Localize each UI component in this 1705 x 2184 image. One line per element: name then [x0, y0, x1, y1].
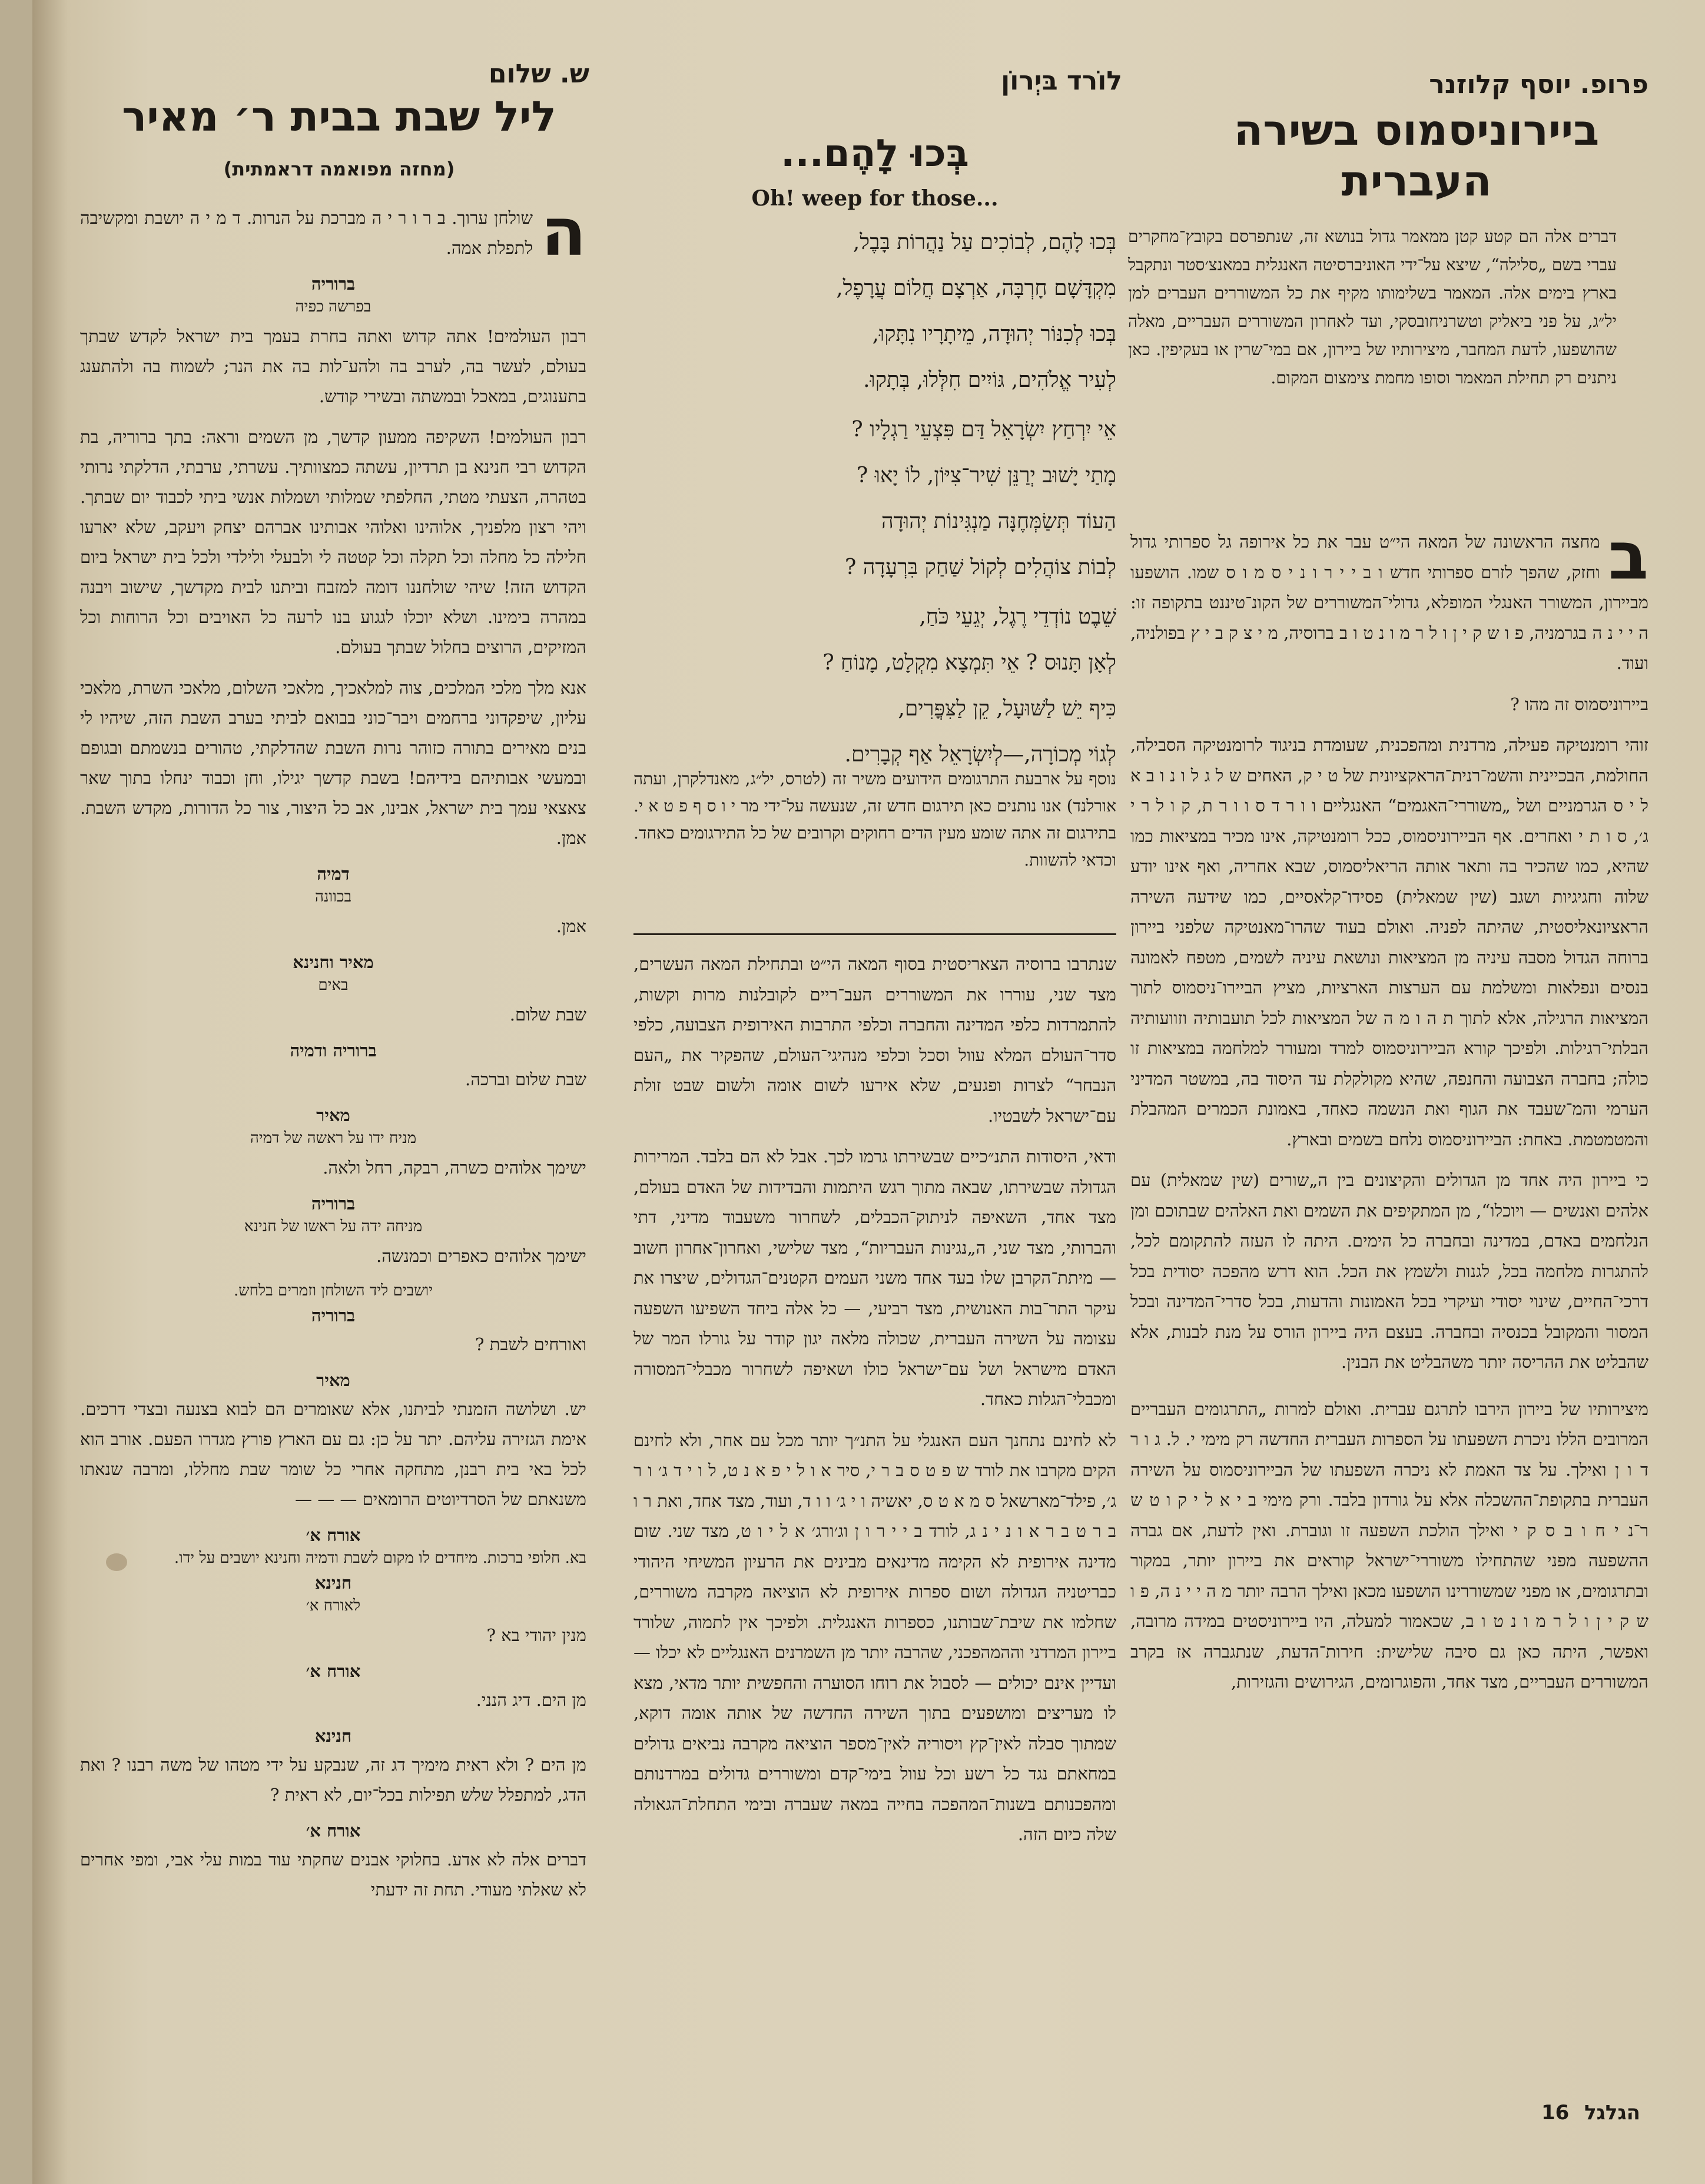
drama — [80, 194, 586, 1915]
stage-direction: מניח ידו על ראשה של דמיה — [250, 1129, 417, 1147]
stage-direction: מניחה ידה על ראשו של חנינא — [244, 1218, 423, 1235]
poem-line: בְּכוּ לְכִנּוֹר יְהוּדָה, מֵיתָרָיו נִתָּקוּ, — [872, 322, 1116, 346]
speaker-name: חנינא — [314, 1573, 352, 1593]
poem-line: אֵי יִרְחַץ יִשְׂרָאֵל דַּם פִּצְעֵי רַגְלָיו ? — [851, 417, 1116, 442]
poem-line: בְּכוּ לָהֶם, לְבוֹכִים עַל נַהֲרוֹת בָּבֶל, — [852, 230, 1116, 254]
stage-direction: לאורח א׳ — [306, 1597, 361, 1615]
left-byline: ש. שלום — [488, 59, 589, 89]
left-subtitle: (מחזה מפואמה דראמתית) — [223, 158, 455, 180]
poem-stanza-2 — [633, 416, 1116, 582]
middle-paragraph-1: שנתרבו ברוסיה הצאריסטית בסוף המאה הי״ט ובתחילת המאה העשרים, מצד שני, עוררו את המשוררים העב־ריים לקובלנות מרות וקשות, להתמרדות כלפי המדינה והחברה וכלפי התרבות האירופית הצבועה, כלפי סדר־העולם המלא עוול וסכל וכלפי מנהיגי־העולם, שהפקיר את „העם הנבחר“ לצרות ופגעים, שלא אירעו לשום אומה ולשום שבט זולת עם־ישראל לשבטיו. — [633, 954, 1116, 1126]
stage-direction: בכוונה — [315, 888, 351, 906]
right-paragraph-1: ב מחצה הראשונה של המאה הי״ט עבר את כל אירופה גל ספרותי גדול וחזק, שהפך לזרם ספרותי חדש ו ב י י ר ו נ י ס מ ו ס שמו. הושפעו מביירון, המשורר האנגלי המופלא, גדולי־המשוררים של הקונ־טיננט בתקופה זו: ה י י נ ה בגרמניה, פ ו ש ק י ן ו ל ר מ ו נ ט ו ב ברוסיה, מ י צ ק ב י ץ בפולניה, ועוד. — [1130, 518, 1648, 673]
poem-line: לְאָן תָּנוּס ? אֵי תִּמְצָא מִקְלָט, מָנוֹחַ ? — [822, 651, 1116, 675]
dialogue-line: ואורחים לשבת ? — [475, 1334, 586, 1354]
speaker-name: מאיר — [316, 1370, 350, 1390]
middle-note — [633, 765, 1116, 884]
speaker-name: אורח א׳ — [306, 1821, 361, 1841]
right-paragraph-5: מיצירותיו של ביירון הירבו לתרגם עברית. ואולם למרות „התרגומים העבריים המרובים הללו ניכרת השפעתו על הספרות העברית החדשה רק מימי י. ל. ג ו ר ד ו ן ואילך. על צד האמת לא ניכרה השפעתו של הביירוניסמוס על השירה העברית בתקופת־ההשכלה אלא על גורדון בלבד. ורק מימי ב י א ל י ק ו ט ש ר־נ י ח ו ב ס ק י ואילך הולכת השפעה זו וגוברת. ואין לדעת, אם גברה ההשפעה מפני שהתחילו משוררי־ישראל קוראים את ביירון יותר, במקור ובתרגומים, או מפני שמשוררינו הושפעו מכאן ואילך הרבה יותר מ ה י י נ ה, פ ו ש ק י ן ו ל ר מ ו נ ט ו ב, שכאמור למעלה, היו ביירוניסטים במידה מרובה, ואפשר, היתה כאן גם סיבה שלישית: חירות־הדעת, שנתגברה אז בקרב המשוררים העבריים, מצד אחד, והפוגרומים, הגירושים והגזירות, — [1130, 1398, 1648, 1692]
translation-note: נוסף על ארבעת התרגומים הידועים משיר זה (לטרס, יל״ג, מאנדלקרן, ועתה אורלנד) אנו נותנים כאן תירגום חדש זה, שנעשה על־ידי מר י ו ס ף פ ט א י. בתירגום זה אתה שומע מעין הדים רחוקים וקרובים של כל התירגומים כאחד. וכדאי להשוות. — [633, 769, 1116, 870]
poem — [633, 228, 1116, 790]
stage-direction: באים — [318, 976, 349, 994]
dialogue-line: רבון העולמים! אתה קדוש ואתה בחרת בעמך בית ישראל לקדש שבתך בעולם, לעשר בה, לערב בה ולהע־לות בה את הנר; לשמוח בה ולהתענג בתענוגים, במאכל ובמשתה ובשירי קודש. — [80, 326, 586, 406]
middle-subtitle: Oh! weep for those... — [751, 186, 999, 211]
poem-line: הַעוֹד תְּשַׂמְּחֶנָּה מַנְגִּינוֹת יְהוּדָה — [881, 509, 1116, 533]
poem-line: שֵׁבֶט נוֹדְדֵי רֶגֶל, יְגֵעֵי כֹּחַ, — [919, 605, 1116, 629]
poem-line: לְעִיר אֱלֹהִים, גּוֹיִים חִלְּלוּ, בְּתָקוּ. — [863, 368, 1116, 392]
dialogue-line: מן הים ? ולא ראית מימיך דג זה, שנבקע על ידי מטהו של משה רבנו ? ואת הדג, למתפלל שלש תפילות בכל־יום, לא ראית ? — [80, 1755, 586, 1805]
dialogue-line: אנא מלך מלכי המלכים, צוה למלאכיך, מלאכי השלום, מלאכי השרת, מלאכי עליון, שיפקדוני ברחמים ויבר־כוני בבואם לביתי בערב השבת הזה, שיהיו לי בנים מאירים בתורה כזוהר נרות השבת שהדלקתי, טהורים בנשמתם ובגופם ובמעשי אבותיהם בידיהם! בשבת קדשך יגילו, וחן וכבוד ינחלו בתוך שאר צאצאי עמך בית ישראל, אבינו, אב כל היצור, צור כל הדורות, מקדש השבת. אמן. — [80, 678, 586, 848]
stage-direction: יושבים ליד השולחן וזמרים בלחש. — [233, 1282, 433, 1300]
right-intro — [1128, 223, 1617, 403]
opening-direction: ה שולחן ערוך. ב ר ו ר י ה מברכת על הנרות. ד מ י ה יושבת ומקשיבה לתפלת אמה. — [80, 194, 586, 271]
speaker-name: ברוריה — [311, 274, 356, 294]
middle-title: בְּכוּ לָהֶם... — [781, 132, 969, 175]
dialogue-line: שבת שלום וברכה. — [465, 1069, 586, 1089]
middle-byline: לוֹרד בּיְרוֹן — [1001, 66, 1122, 96]
speaker-name: ברוריה — [311, 1305, 356, 1325]
dialogue-line: רבון העולמים! השקיפה ממעון קדשך, מן השמים וראה: בתך ברוריה, בת הקדוש רבי חנינא בן תרדיון, עשתה כמצוותיך. עשרתי, ערבתי, הדלקתי נרותי בטהרה, הצעתי מטתי, החלפתי שמלותי ושמלות אנשי ביתי לכבוד יום שבתך. ויהי רצון מלפניך, אלוהינו ואלוהי אבותינו אברהם יצחק ויעקב, שלא יארעו חלילה כל מחלה וכל תקלה וכל קטטה לי ולבעלי ולילדי ולכל בית ישראל ביום הקדוש הזה! שיהי שולחננו דומה למזבח וביתנו לבית מקדשך, שישוב ויבנה במהרה בימינו. ושלא יוכלו לגגוע בנו לרעה כל האויבים וכל הרוחות וכל המזיקים, הרוצים בחלול שבתך בעולם. — [80, 427, 586, 657]
poem-line: לְגוֹי מְכוֹרָה,—לְיִשְׂרָאֵל אַף קְבָרִים. — [844, 743, 1116, 767]
speaker-name: אורח א׳ — [306, 1525, 361, 1545]
poem-stanza-3 — [633, 603, 1116, 769]
stage-direction: בפרשה כפיה — [295, 298, 371, 316]
speaker-name: ברוריה — [311, 1194, 356, 1214]
speaker-name: חנינא — [314, 1726, 352, 1746]
poem-line: מָתַי יָשׁוּב יְרַנֵּן שִׁיר־צִיּוֹן, לוֹ יָאוּ ? — [856, 463, 1116, 488]
dialogue-line: מנין יהודי בא ? — [486, 1625, 586, 1645]
speaker-name: מאיר — [316, 1105, 350, 1125]
middle-paragraph-3: לא לחינם נתחנך העם האנגלי על התנ״ך יותר מכל עם אחר, ולא לחינם הקים מקרבו את לורד ש פ ט ס ב ר י, סיר א ו ל י פ א נ ט, ל ו י ד ג׳ ו ר ג׳, פילד־מארשאל ס מ א ט ס, יאשיה ו י ג׳ ו ו ד, ועוד, מצד אחד, ואת ר ו ב ר ט ב ר א ו נ י נ ג, לורד ב י י ר ו ן וג׳ורג׳ א ל י ו ט, מצד שני. שום מדינה אירופית לא הקימה מדינאים מבינים את הרעיון המשיחי היהודי כבריטניה הגדולה ושום ספרות אירופית לא הוציאה מקרבה משוררים, שחלמו את שיבת־שבותנו, כספרות האנגלית. ולפיכך אין לתמוה, שלורד ביירון המרדני וההמהפכני, שהרבה יותר מן השמרנים האנגליים לא יכלו — ועדיין אינם יכולים — לסבול את רוחו הסוערה והחפשית יותר מדאי, מצא לו מעריצים ומושפעים בתוך השירה החדשה של אותה אומה דוקא, שמתוך סבלה לאין־קץ ויסוריה לאין־מספר הוציאה מקרבה נביאים גדולים במחאתם נגד כל רשע וכל עוול בימי־קדם ומשוררים גדולים במרדנותם ומהפכנותם בשנות־המהפכה בחייה במאה שעברה ובימי התחלת־הגאולה שלה כיום הזה. — [633, 1430, 1116, 1844]
middle-body — [633, 949, 1116, 1861]
right-dropcap: ב — [1608, 518, 1648, 595]
dialogue-line: ישימך אלוהים כאפרים וכמנשה. — [376, 1246, 586, 1266]
dialogue-line: מן הים. דיג הנני. — [476, 1690, 586, 1710]
poem-stanza-1 — [633, 228, 1116, 395]
poem-line: כִּיף יֵשׁ לַשּׁוּעָל, קֵן לַצִּפֳּרִים, — [898, 697, 1116, 721]
right-body — [1130, 518, 1648, 1708]
poem-line: מִקְדָּשָׁם חָרְבָּה, אַרְצָם חֲלוֹם עֲרָפֶל, — [836, 276, 1116, 300]
right-intro-text: דברים אלה הם קטע קטן ממאמר גדול בנושא זה, שנתפרסם בקובץ־מחקרים עברי בשם „סלילה“, שיצא על־ידי האוניברסיטה האנגלית במאנצ׳סטר ונתקבל בארץ בימים אלה. המאמר בשלימותו מקיף את כל המשוררים העברים למן יל״ג, על פני ביאליק וטשרניחובסקי, ועד לאחרון המשוררים העבריים, מאלה שהושפעו, לדעת המחבר, מיצירותיו של ביירון, אם במי־שרין או בעקיפין. כאן ניתנים רק תחילת המאמר וסופו מחמת צימצום המקום. — [1128, 227, 1617, 387]
magazine-name: הגלגל — [1584, 2101, 1640, 2125]
left-title: ליל שבת בבית ר׳ מאיר — [122, 92, 556, 141]
dialogue-line: יש. ושלושה הזמנתי לביתנו, אלא שאומרים הם לבוא בצנעה ובצדי דרכים. אימת הגזירה עליהם. יתר על כן: גם עם הארץ פורץ מגדרו הפעם. אורב הוא לכל באי בית רבנן, מתחקה אחרי כל שומר שבת מחללו, ומרבה שנאתו משנאתם של הסרדיוטים הרומאים — — — — [80, 1399, 586, 1509]
right-title-line1: ביירוניסמוס בשירה — [1233, 105, 1600, 155]
left-dropcap: ה — [541, 194, 586, 271]
middle-divider — [633, 933, 1116, 935]
speaker-name: מאיר וחנינא — [293, 952, 374, 972]
stage-direction: בא. חלופי ברכות. מיחדים לו מקום לשבת ודמיה וחנינא יושבים על ידו. — [174, 1549, 586, 1567]
dialogue-line: שבת שלום. — [509, 1005, 586, 1025]
speaker-name: דמיה — [317, 864, 350, 884]
right-byline: פרופ. יוסף קלוזנר — [1429, 69, 1648, 100]
right-title-line2: העברית — [1341, 156, 1492, 206]
magazine-footer — [1541, 2101, 1640, 2125]
poem-line: לְבוֹת צוֹהֲלִים לְקוֹל שַׁחַק בִּרְעָדָה ? — [844, 555, 1116, 579]
page-number: 16 — [1541, 2101, 1570, 2125]
speaker-name: אורח א׳ — [306, 1661, 361, 1681]
dialogue-line: ישימך אלוהים כשרה, רבקה, רחל ולאה. — [323, 1158, 586, 1178]
dialogue-line: אמן. — [556, 916, 586, 936]
right-paragraph-3: זוהי רומנטיקה פעילה, מרדנית ומהפכנית, שעומדת בניגוד לרומנטיקה הסבילה, החולמת, הבכיינית והשמ־רנית־הראקציונית של ט י ק, האחים ש ל ג ל ו נ ו ב א ל י ס הגרמניים ושל „משוררי־האגמים“ האנגליים ו ו ר ד ס ו ו ר ת, ק ו ל ר י ג׳, ס ו ת י ואחרים. אף הביירוניסמוס, ככל רומנטיקה, אינו מכיר במציאות כמו שהיא, כמו שהכיר בה ותאר אותה הריאליסמוס, שבא אחריה, ואף אינו יודע שלוה וחגיגיות ושגב (שין שמאלית) פסידו־קלאסיים, כמו שידעה השירה הראציונאליסטית, שהיתה לפניה. ואולם בעוד שהרו־מאנטיקה שלפני ביירון ברוחה הגדול מסבה עיניה מן המציאות ונושאת עיניה לשמים, מטפח לאמונה בנסים ונפלאות ומשלמת עם הערצות הארציות, מציץ הביירו־ניסמוס לתוך המציאות הרגילה, אלא לתוך ת ה ו מ ה של המציאות לכל תועבותיה וזוועותיה הבלתי־רגילות. ולפיכך קורא הביירוניסמוס למרד ומעורר למלחמה במציאות זו כולה; בחברה הצבועה והחנפה, שהיא מקולקלת עד היסוד בה, במשטר המדיני הערמי והמ־שעבד את הגוף ואת הנשמה כאחד, באמונת הכמרים המהבלת והמטמטמת. באחת: הביירוניסמוס נלחם בשמים ובארץ. — [1130, 735, 1648, 1149]
speaker-name: ברוריה ודמיה — [290, 1040, 377, 1060]
middle-paragraph-2: ודאי, היסודות התנ״כיים שבשירתו גרמו לכך. אבל לא הם בלבד. המרירות הגדולה שבשירתו, שבאה מתוך רגש היתמות והבדידות של האדם בעולם, מצד אחד, השאיפה לניתוק־הכבלים, לשחרור משעבוד מדיני, דתי והברותי, מצד שני, ה„נגינות העבריות“, מצד שלישי, ואחרון־אחרון חשוב — מיתת־הקרבן שלו בעד אחד משני העמים הקטנים־הגדולים, שיצרו את עיקר התר־בות האנושית, מצד רביעי, — כל אלה ביחד השפיעו השפעה עצומה על השירה העברית, שכולה מלאה יגון קודר על גורלו המר של האדם מישראל ושל עם־ישראל כולו ושאיפה לשחרור מכבלי־המסורה ומכבלי־הגלות כאחד. — [633, 1146, 1116, 1409]
right-paragraph-4: כי ביירון היה אחד מן הגדולים והקיצונים בין ה„שורים (שין שמאלית) עם אלהים ואנשים — ויוכלו“, מן המתקיפים את השמים ואת האלהים שבתוכם ומן הנלחמים באדם, במדינה ובחברה כל הימים. היתה לו העזה להתקומם לכל, להתגרות מלחמה בכל, לגנות ולשמץ את הכל. הוא דרש מהפכה יסודית בכל דרכי־החיים, שינוי יסודי ועיקרי בכל האמונות והדעות, בכל סדרי־המדינה ובכל המסור והמקובל בכנסיה ובחברה. בעצם היה ביירון הורס על מנת לבנות, אלא שהבליט את ההריסה יותר משהבליט את הבנין. — [1130, 1170, 1648, 1372]
dialogue-line: דברים אלה לא אדע. בחלוקי אבנים שחקתי עוד במות עלי אבי, ומפי אחרים לא שאלתי מעודי. תחת זה ידעתי — [80, 1850, 586, 1900]
right-paragraph-2: ביירוניסמוס זה מהו ? — [1510, 694, 1648, 714]
